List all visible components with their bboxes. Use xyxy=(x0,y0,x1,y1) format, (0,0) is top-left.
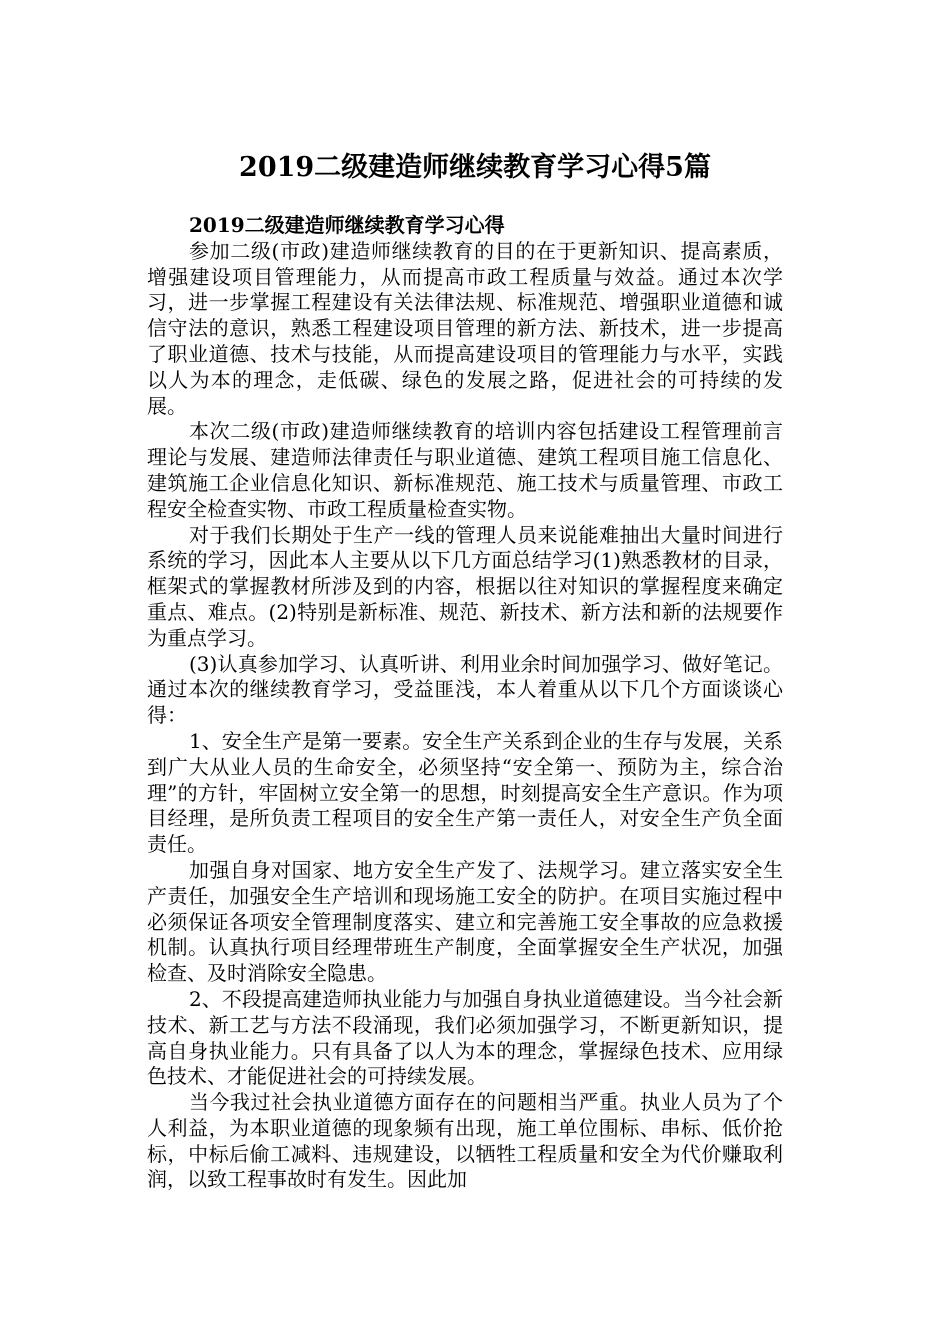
document-title: 2019二级建造师继续教育学习心得5篇 xyxy=(239,152,711,183)
paragraph-study-method: 对于我们长期处于生产一线的管理人员来说能难抽出大量时间进行系统的学习，因此本人主要从以下几方面总结学习(1)熟悉教材的目录，框架式的掌握教材所涉及到的内容，根据以往对知识的掌握程度来确定重点、难点。(2)特别是新标准、规范、新技术、新方法和新的法规要作为重点学习。 xyxy=(147,522,783,650)
paragraph-purpose: 参加二级(市政)建造师继续教育的目的在于更新知识、提高素质，增强建设项目管理能力，从而提高市政工程质量与效益。通过本次学习，进一步掌握工程建设有关法律法规、标准规范、增强职业道德和诚信守法的意识，熟悉工程建设项目管理的新方法、新技术，进一步提高了职业道德、技术与技能，从而提高建设项目的管理能力与水平，实践以人为本的理念，走低碳、绿色的发展之路，促进社会的可持续的发展。 xyxy=(147,238,783,418)
paragraph-practice-ability: 2、不段提高建造师执业能力与加强自身执业道德建设。当今社会新技术、新工艺与方法不段涌现，我们必须加强学习，不断更新知识，提高自身执业能力。只有具备了以人为本的理念，掌握绿色技术、应用绿色技术、才能促进社会的可持续发展。 xyxy=(147,986,783,1089)
section-heading: 2019二级建造师继续教育学习心得 xyxy=(189,213,505,237)
paragraph-safety-first: 1、安全生产是第一要素。安全生产关系到企业的生存与发展，关系到广大从业人员的生命安全，必须坚持“安全第一、预防为主，综合治理”的方针，牢固树立安全第一的思想，时刻提高安全生产意识。作为项目经理，是所负责工程项目的安全生产第一责任人，对安全生产负全面责任。 xyxy=(147,728,783,857)
document-body xyxy=(147,213,783,1193)
paragraph-professional-ethics: 当今我过社会执业道德方面存在的问题相当严重。执业人员为了个人利益，为本职业道德的现象频有出现，施工单位围标、串标、低价抢标，中标后偷工减料、违规建设，以牺牲工程质量和安全为代价赚取利润，以致工程事故时有发生。因此加 xyxy=(147,1090,783,1192)
paragraph-safety-regulations: 加强自身对国家、地方安全生产发了、法规学习。建立落实安全生产责任，加强安全生产培训和现场施工安全的防护。在项目实施过程中必须保证各项安全管理制度落实、建立和完善施工安全事故的应急救援机制。认真执行项目经理带班生产制度，全面掌握安全生产状况，加强检查、及时消除安全隐患。 xyxy=(147,857,783,986)
paragraph-training-content: 本次二级(市政)建造师继续教育的培训内容包括建设工程管理前言理论与发展、建造师法律责任与职业道德、建筑工程项目施工信息化、建筑施工企业信息化知识、新标准规范、施工技术与质量管理、市政工程安全检查实物、市政工程质量检查实物。 xyxy=(147,419,783,521)
paragraph-notes: (3)认真参加学习、认真听讲、利用业余时间加强学习、做好笔记。 通过本次的继续教育学习，受益匪浅，本人着重从以下几个方面谈谈心得： xyxy=(147,651,783,728)
